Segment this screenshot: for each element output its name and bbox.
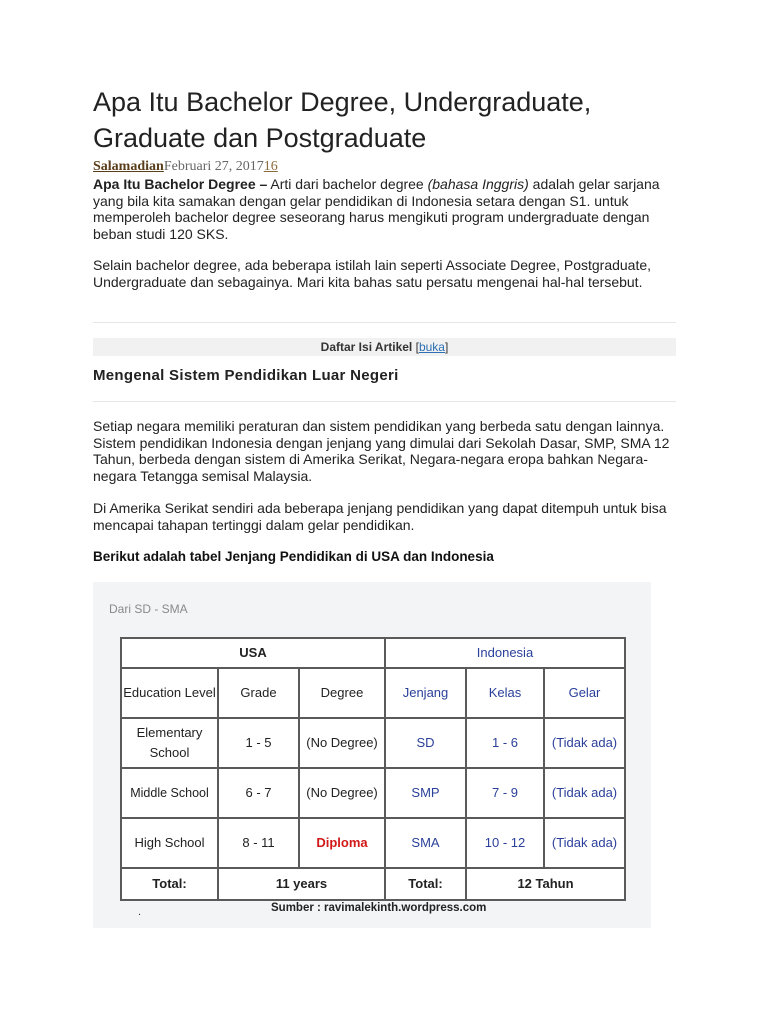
- table-cell: (Tidak ada): [544, 768, 625, 818]
- table-cell: 6 - 7: [218, 768, 299, 818]
- figure-caption: Dari SD - SMA: [109, 602, 188, 616]
- group-header-indonesia: Indonesia: [385, 638, 625, 668]
- table-cell: 1 - 6: [466, 718, 544, 768]
- table-total-row: [121, 868, 625, 900]
- total-label-usa: Total:: [121, 868, 218, 900]
- intro-bold: Apa Itu Bachelor Degree –: [93, 176, 268, 192]
- table-cell: Diploma: [299, 818, 385, 868]
- table-row: [121, 818, 625, 868]
- table-cell: Elementary School: [121, 718, 218, 768]
- table-cell: (Tidak ada): [544, 818, 625, 868]
- intro-text-1: Arti dari bachelor degree: [267, 176, 428, 192]
- column-header: Gelar: [544, 668, 625, 718]
- table-cell: 10 - 12: [466, 818, 544, 868]
- table-cell: 7 - 9: [466, 768, 544, 818]
- section-heading: Mengenal Sistem Pendidikan Luar Negeri: [93, 367, 399, 384]
- divider: [93, 401, 676, 402]
- education-table: [120, 637, 626, 901]
- table-heading: Berikut adalah tabel Jenjang Pendidikan di USA dan Indonesia: [93, 549, 494, 564]
- post-date: Februari 27, 2017: [163, 159, 264, 174]
- table-cell: SD: [385, 718, 466, 768]
- comment-count-link[interactable]: 16: [263, 159, 278, 174]
- table-cell: (No Degree): [299, 718, 385, 768]
- paragraph-4: Di Amerika Serikat sendiri ada beberapa jenjang pendidikan yang dapat ditempuh untuk bisa mencapai tahapan tertinggi dalam gelar pendidikan.: [93, 500, 667, 533]
- toc-label: Daftar Isi Artikel: [320, 340, 413, 354]
- table-cell: (No Degree): [299, 768, 385, 818]
- total-value-indonesia: 12 Tahun: [466, 868, 625, 900]
- column-header: Education Level: [121, 668, 218, 718]
- table-cell: 1 - 5: [218, 718, 299, 768]
- education-table-image: [93, 582, 651, 928]
- article-title: Apa Itu Bachelor Degree, Undergraduate, Graduate dan Postgraduate: [93, 87, 592, 153]
- total-value-usa: 11 years: [218, 868, 385, 900]
- intro-paragraph: [93, 176, 676, 242]
- column-header: Degree: [299, 668, 385, 718]
- divider: [93, 322, 676, 323]
- table-cell: SMA: [385, 818, 466, 868]
- table-row: [121, 768, 625, 818]
- column-header: Grade: [218, 668, 299, 718]
- article-meta: [93, 158, 676, 176]
- table-cell: (Tidak ada): [544, 718, 625, 768]
- author-link[interactable]: Salamadian: [93, 159, 164, 174]
- column-header: Kelas: [466, 668, 544, 718]
- table-cell: 8 - 11: [218, 818, 299, 868]
- figure-dot: .: [138, 906, 142, 918]
- column-header: Jenjang: [385, 668, 466, 718]
- paragraph-2: Selain bachelor degree, ada beberapa istilah lain seperti Associate Degree, Postgraduate, Undergraduate dan sebagainya. Mari kita bahas satu persatu mengenai hal-hal tersebut.: [93, 257, 652, 290]
- table-cell: Middle School: [121, 768, 218, 818]
- toc-toggle-link[interactable]: buka: [418, 340, 445, 354]
- group-header-usa: USA: [121, 638, 385, 668]
- intro-italic: (bahasa Inggris): [427, 176, 529, 192]
- table-cell: SMP: [385, 768, 466, 818]
- table-row: [121, 718, 625, 768]
- paragraph-3: Setiap negara memiliki peraturan dan sistem pendidikan yang berbeda satu dengan lainnya. Sistem pendidikan Indonesia dengan jenjang yang dimulai dari Sekolah Dasar, SMP, SMA 12 Tahun, berbeda dengan sistem di Amerika Serikat, Negara-negara eropa bahkan Negara-negara Tetangga semisal Malaysia.: [93, 418, 670, 484]
- figure-source: Sumber : ravimalekinth.wordpress.com: [271, 902, 487, 914]
- total-label-indonesia: Total:: [385, 868, 466, 900]
- table-of-contents: Daftar Isi Artikel [buka]: [93, 338, 676, 356]
- intro-text-2: adalah gelar sarjana yang bila kita samakan dengan gelar pendidikan di Indonesia setara dengan S1. untuk memperoleh bachelor degree seseorang harus mengikuti program undergraduate dengan beban studi 120 SKS.: [93, 176, 660, 242]
- table-cell: High School: [121, 818, 218, 868]
